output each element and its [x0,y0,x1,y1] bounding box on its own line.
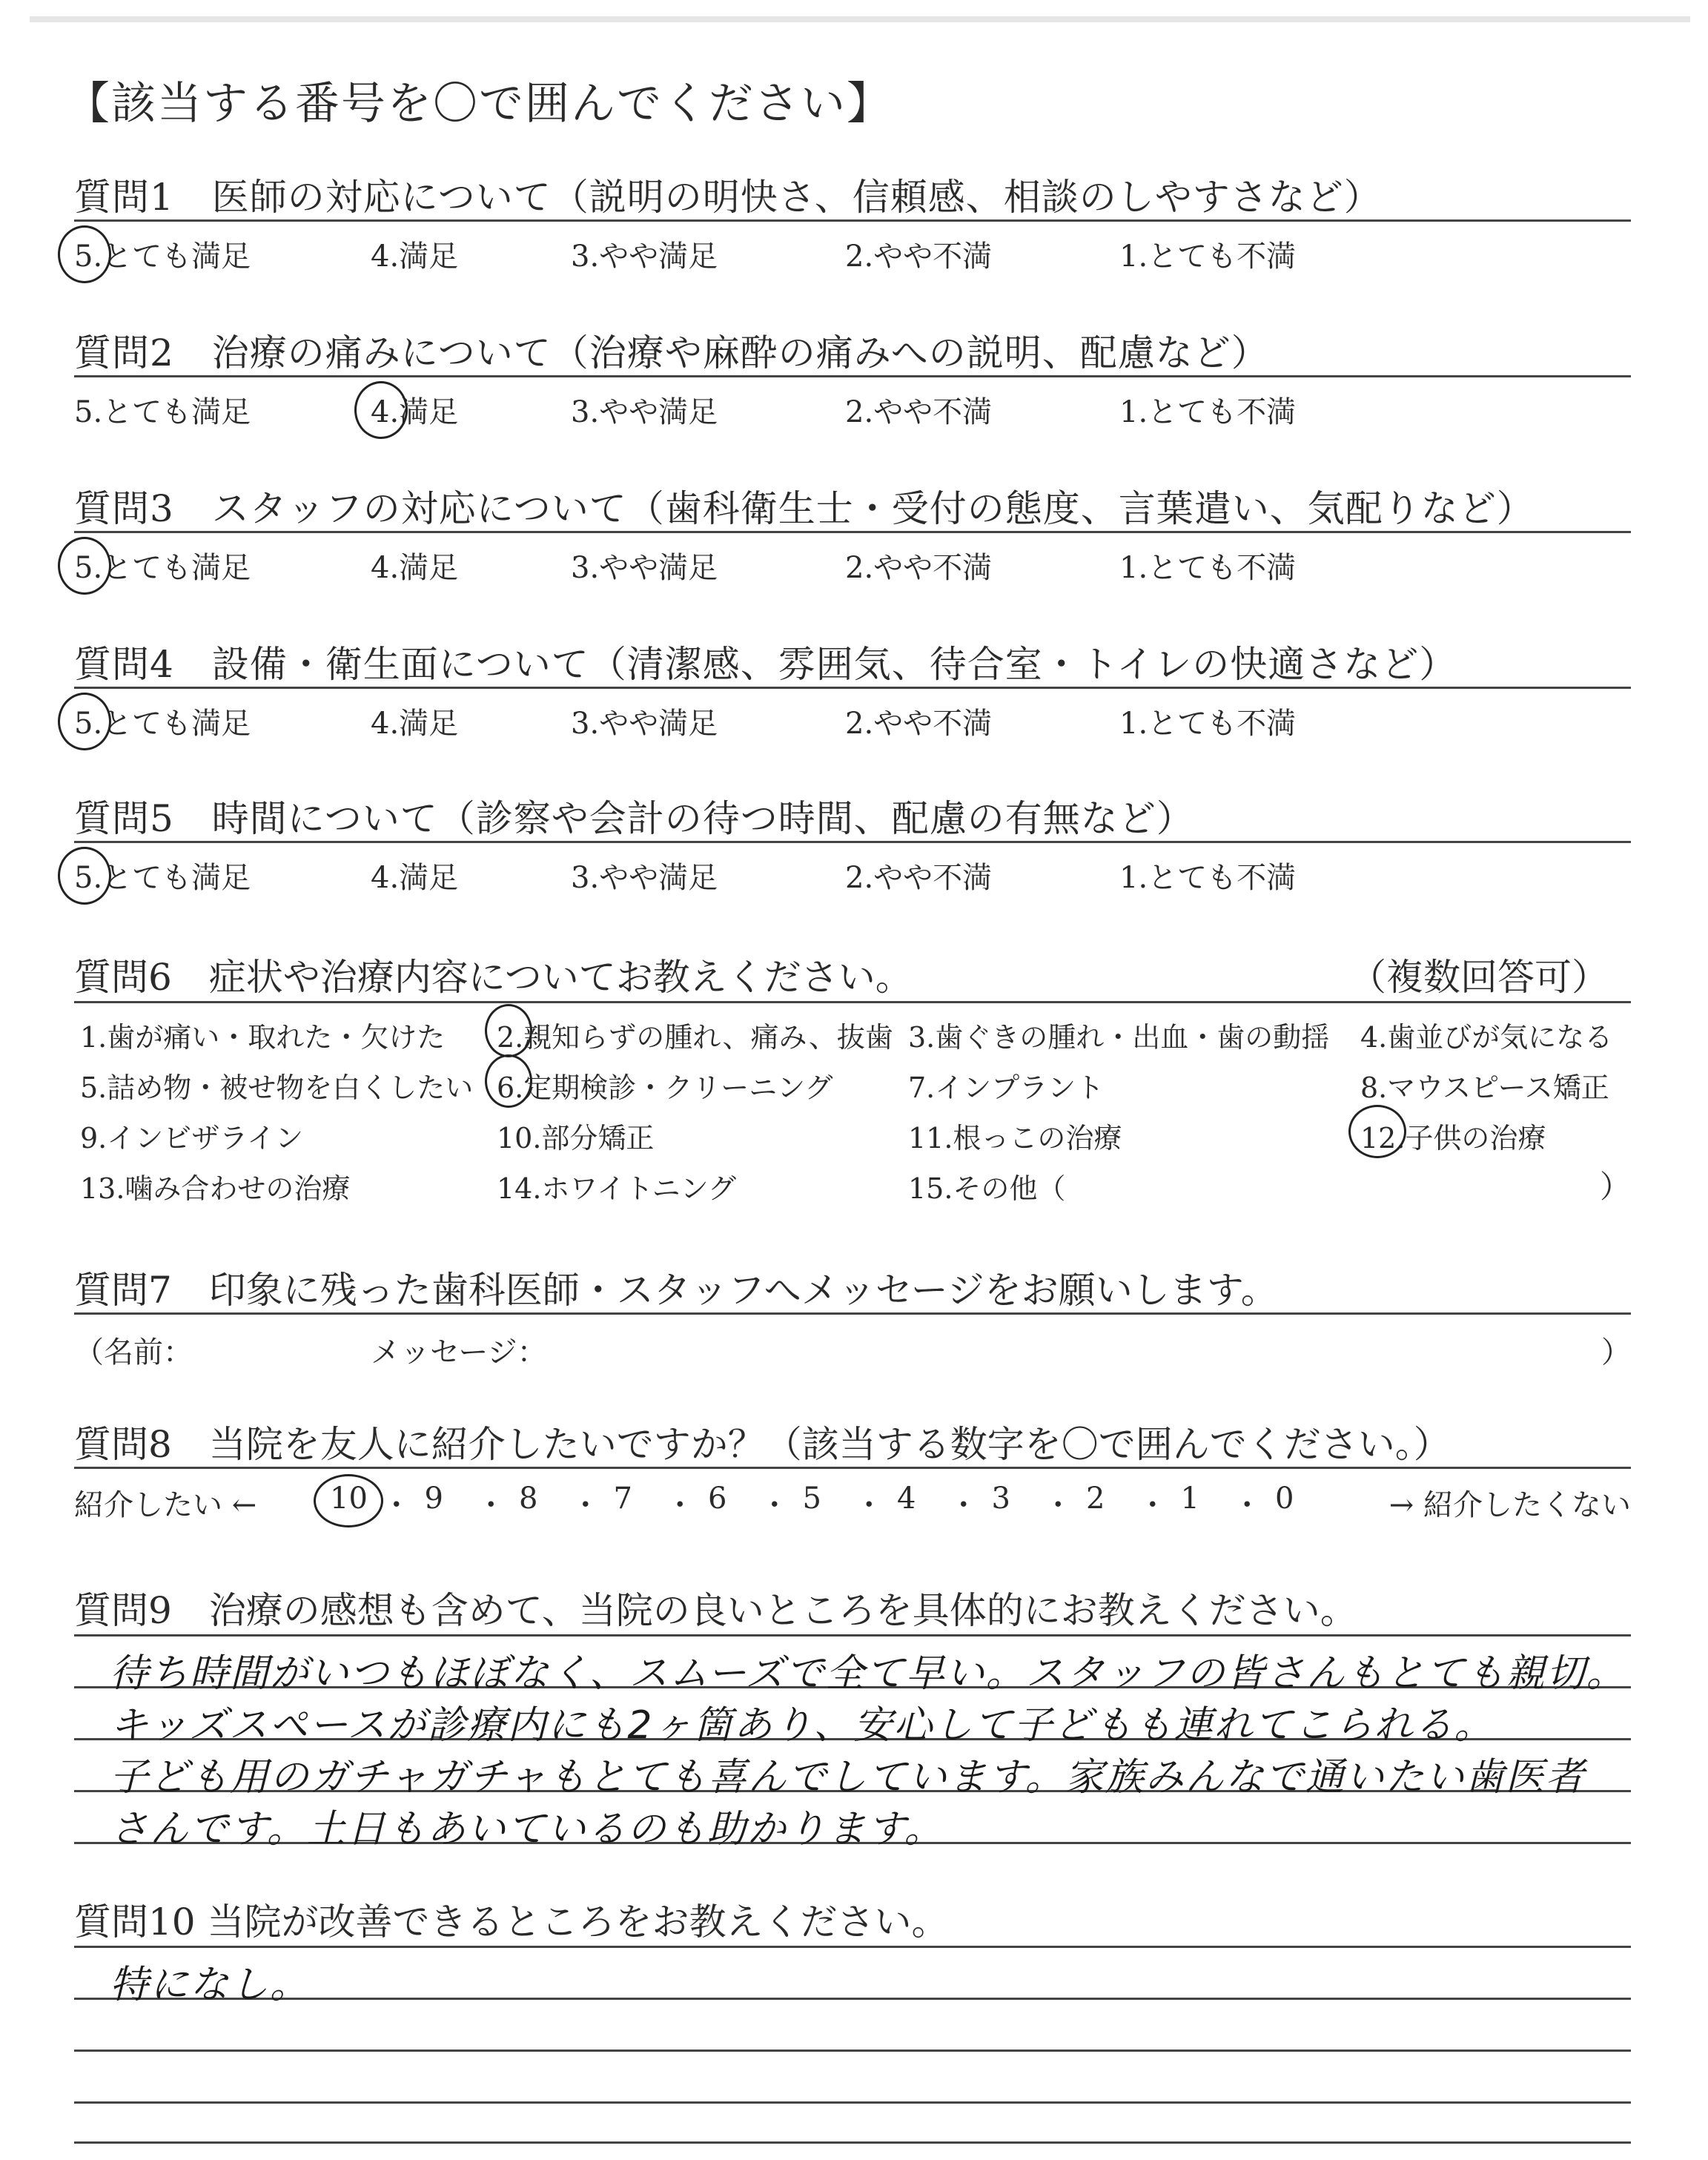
rating-option[interactable]: 1.とても不満 [1119,551,1297,585]
question-6-note: （複数回答可） [1349,956,1609,999]
scale-number[interactable]: 4 [897,1482,916,1516]
question-8-rule [74,1467,1631,1469]
scan-top-edge [30,16,1690,22]
question-9-title: 質問9 治療の感想も含めて、当院の良いところを具体的にお教えください。 [74,1589,1357,1632]
scale-number[interactable]: 1 [1180,1482,1199,1516]
scale-separator: ・ [948,1488,979,1522]
scale-separator: ・ [759,1488,790,1522]
scale-separator: ・ [854,1488,884,1522]
question-rule [74,219,1631,222]
scale-separator: ・ [1232,1488,1262,1522]
symptom-option[interactable]: 10.部分矯正 [497,1122,655,1155]
recommend-right-label: → 紹介したくない [1388,1488,1631,1522]
question-rule [74,841,1631,843]
answer-line [74,2101,1631,2104]
rating-option[interactable]: 5.とても満足 [74,707,251,741]
selection-circle [314,1474,383,1527]
rating-option[interactable]: 1.とても不満 [1119,395,1297,429]
question-4 [74,635,1631,741]
scale-number[interactable]: 3 [991,1482,1010,1516]
scale-separator: ・ [1043,1488,1073,1522]
scale-separator: ・ [665,1488,695,1522]
rating-option[interactable]: 5.とても満足 [74,395,251,429]
question-rule [74,375,1631,377]
message-close-paren: ） [1601,1335,1631,1370]
answer-line [74,1946,1631,1948]
scale-number[interactable]: 7 [613,1482,632,1516]
question-8 [74,1415,1631,1522]
question-1 [74,168,1631,274]
rating-option[interactable]: 2.やや不満 [845,240,993,274]
question-title: 質問1 医師の対応について（説明の明快さ、信頼感、相談のしやすさなど） [74,176,1382,219]
rating-option[interactable]: 2.やや不満 [845,551,993,585]
answer-line [74,1634,1631,1636]
question-3 [74,479,1631,585]
selection-circle [58,847,111,905]
question-7 [74,1261,1631,1370]
question-9 [74,1581,1631,1852]
scale-number[interactable]: 10 [330,1482,368,1516]
question-rule [74,687,1631,689]
question-title: 質問2 治療の痛みについて（治療や麻酔の痛みへの説明、配慮など） [74,331,1269,374]
question-2 [74,323,1631,429]
selection-circle [354,381,408,439]
rating-option[interactable]: 4.満足 [371,395,459,429]
scale-separator: ・ [570,1488,600,1522]
scale-separator: ・ [1137,1488,1168,1522]
rating-option[interactable]: 4.満足 [371,240,459,274]
name-label: （名前： [74,1335,193,1370]
symptom-option[interactable]: 4.歯並びが気になる [1360,1021,1613,1054]
scale-number[interactable]: 9 [424,1482,443,1516]
answer-line [74,2141,1631,2144]
symptom-option[interactable]: 11.根っこの治療 [908,1122,1122,1155]
rating-option[interactable]: 5.とても満足 [74,551,251,585]
rating-option[interactable]: 1.とても不満 [1119,240,1297,274]
recommend-left-label: 紹介したい ← [74,1488,257,1522]
symptom-option[interactable]: 6.定期検診・クリーニング [497,1071,833,1104]
symptom-option[interactable]: 2.親知らずの腫れ、痛み、抜歯 [497,1021,893,1054]
symptom-option[interactable]: 14.ホワイトニング [497,1172,737,1205]
question-8-title: 質問8 当院を友人に紹介したいですか？（該当する数字を〇で囲んでください。） [74,1423,1451,1466]
question-5 [74,789,1631,895]
scale-separator: ・ [476,1488,506,1522]
selection-circle [485,1054,532,1108]
question-6-rule [74,1001,1631,1003]
handwritten-answer-line: 子ども用のガチャガチャもとても喜んでしています。家族みんなで通いたい歯医者 [110,1755,1586,1800]
rating-option[interactable]: 5.とても満足 [74,861,251,895]
question-title: 質問3 スタッフの対応について（歯科衛生士・受付の態度、言葉遣い、気配りなど） [74,487,1535,530]
symptom-option[interactable]: 9.インビザライン [80,1122,304,1155]
selection-circle [1348,1105,1406,1158]
handwritten-answer-line: 特になし。 [110,1963,311,2007]
other-paren-close: ） [1599,1169,1631,1205]
question-7-title: 質問7 印象に残った歯科医師・スタッフへメッセージをお願いします。 [74,1269,1278,1312]
rating-option[interactable]: 2.やや不満 [845,395,993,429]
rating-option[interactable]: 2.やや不満 [845,707,993,741]
handwritten-answer-line: さんです。土日もあいているのも助かります。 [110,1807,944,1852]
rating-option[interactable]: 3.やや満足 [571,240,718,274]
rating-option[interactable]: 3.やや満足 [571,395,718,429]
scale-number[interactable]: 5 [802,1482,821,1516]
rating-option[interactable]: 4.満足 [371,861,459,895]
message-label[interactable]: メッセージ： [371,1335,547,1370]
question-10 [74,1892,1631,2144]
rating-option[interactable]: 4.満足 [371,707,459,741]
symptom-option[interactable]: 5.詰め物・被せ物を白くしたい [80,1071,474,1104]
rating-option[interactable]: 3.やや満足 [571,551,718,585]
rating-option[interactable]: 1.とても不満 [1119,861,1297,895]
question-title: 質問5 時間について（診察や会計の待つ時間、配慮の有無など） [74,797,1194,840]
handwritten-answer-line: 待ち時間がいつもほぼなく、スムーズで全て早い。スタッフの皆さんもとても親切。 [110,1651,1626,1696]
scale-number[interactable]: 0 [1275,1482,1294,1516]
question-rule [74,531,1631,533]
selection-circle [58,225,111,283]
selection-circle [58,537,111,595]
rating-option[interactable]: 5.とても満足 [74,240,251,274]
rating-option[interactable]: 3.やや満足 [571,861,718,895]
answer-line [74,2050,1631,2052]
selection-circle [58,693,111,750]
symptom-option[interactable]: 12.子供の治療 [1360,1122,1546,1155]
rating-option[interactable]: 1.とても不満 [1119,707,1297,741]
question-6-title: 質問6 症状や治療内容についてお教えください。 [74,956,913,999]
question-7-rule [74,1312,1631,1315]
scale-number[interactable]: 6 [708,1482,727,1516]
question-6 [74,948,1631,1215]
selection-circle [485,1004,532,1057]
symptom-option[interactable]: 1.歯が痛い・取れた・欠けた [80,1021,446,1054]
symptom-option[interactable]: 7.インプラント [908,1071,1105,1104]
rating-option[interactable]: 2.やや不満 [845,861,993,895]
question-title: 質問4 設備・衛生面について（清潔感、雰囲気、待合室・トイレの快適さなど） [74,643,1457,686]
scale-separator: ・ [381,1488,411,1522]
question-10-title: 質問10 当院が改善できるところをお教えください。 [74,1900,949,1943]
rating-option[interactable]: 4.満足 [371,551,459,585]
handwritten-answer-line: キッズスペースが診療内にも2ヶ箇あり、安心して子どもも連れてこられる。 [110,1703,1494,1748]
rating-option[interactable]: 3.やや満足 [571,707,718,741]
scale-number[interactable]: 8 [519,1482,538,1516]
symptom-option[interactable]: 8.マウスピース矯正 [1360,1071,1609,1104]
instruction-heading: 【該当する番号を〇で囲んでください】 [65,78,893,130]
symptom-option[interactable]: 13.噛み合わせの治療 [80,1172,351,1205]
scale-number[interactable]: 2 [1086,1482,1105,1516]
symptom-option[interactable]: 3.歯ぐきの腫れ・出血・歯の動揺 [908,1021,1330,1054]
symptom-option[interactable]: 15.その他（ [908,1172,1066,1205]
